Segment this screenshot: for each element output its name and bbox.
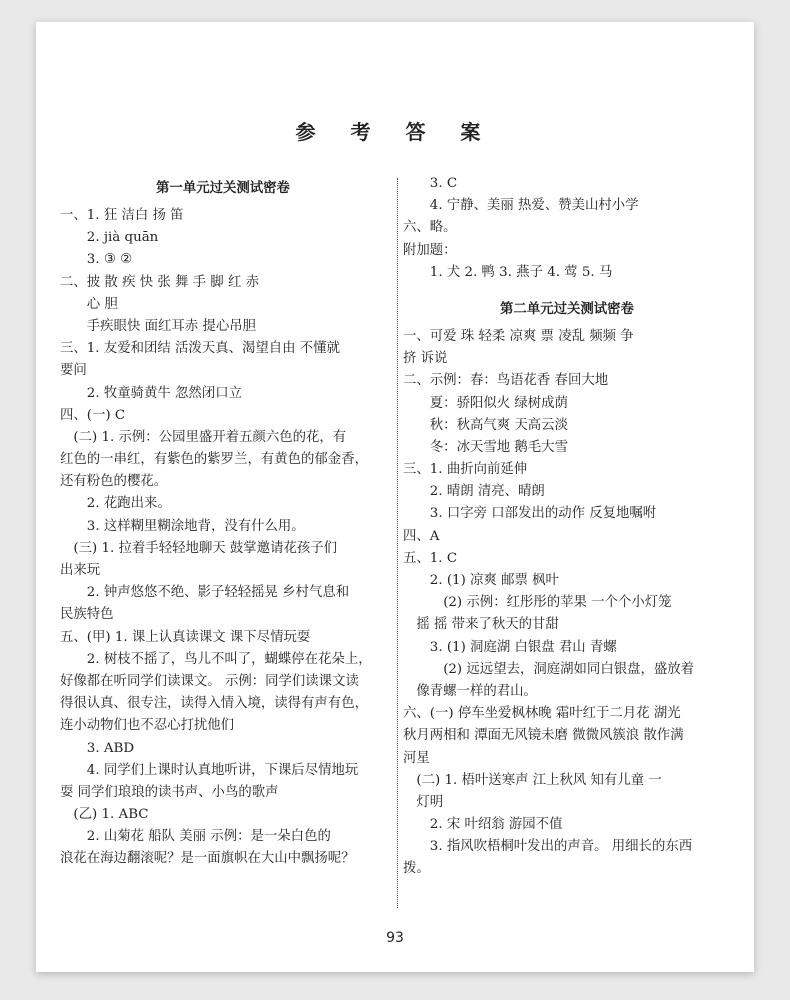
answer-line: 2. (1) 凉爽 邮票 枫叶 xyxy=(429,573,559,588)
answer-line: 4. 宁静、美丽 热爱、赞美山村小学 xyxy=(429,198,639,214)
answer-line: 浪花在海边翻滚呢？是一面旗帜在大山中飘扬呢？ xyxy=(60,851,355,867)
answer-line: 得很认真、很专注，读得入情入境，读得有声有色， xyxy=(60,696,368,712)
answer-line: 六、略。 xyxy=(403,220,457,236)
answer-line: 像青螺一样的君山。 xyxy=(416,683,537,699)
answer-line: 心 胆 xyxy=(86,296,118,312)
answer-line: 好像都在听同学们读课文。 示例：同学们读课文读 xyxy=(60,673,359,689)
answer-line: 民族特色 xyxy=(60,607,114,623)
unit-two-heading: 第二单元过关测试密卷 xyxy=(500,301,634,317)
answer-line: 2. 钟声悠悠不绝、影子轻轻摇晃 乡村气息和 xyxy=(86,585,350,601)
answer-line: (2) 示例：红彤彤的苹果 一个个小灯笼 xyxy=(443,595,672,611)
answer-line: 灯明 xyxy=(416,794,444,810)
answer-line: 2. 树枝不摇了，鸟儿不叫了，蝴蝶停在花朵上， xyxy=(86,651,372,667)
answer-line: 四、(一) C xyxy=(60,407,126,423)
answer-line: 出来玩 xyxy=(60,563,101,578)
answer-line: 手疾眼快 面红耳赤 提心吊胆 xyxy=(86,318,256,334)
answer-line: 三、1. 友爱和团结 活泼天真、渴望自由 不懂就 xyxy=(60,341,340,357)
answer-line: (二) 1. 示例：公园里盛开着五颜六色的花，有 xyxy=(73,429,347,445)
answer-line: (三) 1. 拉着手轻轻地聊天 鼓掌邀请花孩子们 xyxy=(73,540,338,556)
answer-line: 2. 晴朗 清亮、晴朗 xyxy=(429,484,545,500)
answer-line: 冬：冰天雪地 鹅毛大雪 xyxy=(429,439,568,455)
answer-line: 3. 口字旁 口部发出的动作 反复地嘱咐 xyxy=(429,506,657,522)
answer-page xyxy=(36,22,754,972)
answer-line: 3. 指风吹梧桐叶发出的声音。 用细长的东西 xyxy=(429,839,693,855)
answer-line: 一、可爱 珠 轻柔 凉爽 票 凌乱 频频 争 xyxy=(403,328,634,344)
answer-line: 河星 xyxy=(403,750,430,766)
answer-line: 红色的一串红，有紫色的紫罗兰，有黄色的郁金香， xyxy=(60,452,368,468)
answer-line: (2) 远远望去，洞庭湖如同白银盘，盛放着 xyxy=(443,661,695,677)
answer-line: 二、披 散 疾 快 张 舞 手 脚 红 赤 xyxy=(60,274,259,290)
left-column xyxy=(60,173,386,871)
answer-line: 1. 犬 2. 鸭 3. 燕子 4. 莺 5. 马 xyxy=(429,264,613,280)
answer-line: 3. ③ ② xyxy=(86,252,133,268)
answer-line: 拨。 xyxy=(403,861,430,877)
page-number: 93 xyxy=(386,930,404,946)
answer-line: 三、1. 曲折向前延伸 xyxy=(403,462,528,478)
answer-line: 五、(甲) 1. 课上认真读课文 课下尽情玩耍 xyxy=(60,629,311,645)
answer-line: 3. ABD xyxy=(86,740,135,756)
answer-line: 3. (1) 洞庭湖 白银盘 君山 青螺 xyxy=(429,639,617,655)
answer-line: 还有粉色的樱花。 xyxy=(60,474,168,490)
answer-line: 3. 这样糊里糊涂地背，没有什么用。 xyxy=(86,518,305,534)
answer-line: 六、(一) 停车坐爱枫林晚 霜叶红于二月花 湖光 xyxy=(403,706,681,722)
answer-line: 连小动物们也不忍心打扰他们 xyxy=(60,718,235,734)
answer-line: 2. 山菊花 船队 美丽 示例：是一朵白色的 xyxy=(86,829,331,845)
answer-line: 四、A xyxy=(403,528,440,544)
answer-line: 秋：秋高气爽 天高云淡 xyxy=(429,417,568,433)
answer-line: 2. 花跑出来。 xyxy=(86,496,171,512)
answer-line: (二) 1. 梧叶送寒声 江上秋风 知有儿童 一 xyxy=(416,772,662,788)
answer-line: 摇 摇 带来了秋天的甘甜 xyxy=(416,617,559,633)
answer-line: 附加题： xyxy=(403,242,457,258)
answer-line: 五、1. C xyxy=(403,550,458,566)
unit-one-heading: 第一单元过关测试密卷 xyxy=(156,181,290,196)
answer-line: (乙) 1. ABC xyxy=(73,807,149,823)
answer-line: 一、1. 狂 洁白 扬 笛 xyxy=(60,208,184,223)
answer-line: 4. 同学们上课时认真地听讲，下课后尽情地玩 xyxy=(86,762,359,778)
answer-line: 2. jià quān xyxy=(86,230,159,246)
page-title: 参 考 答 案 xyxy=(295,120,495,144)
answer-line: 3. C xyxy=(429,176,458,191)
right-column xyxy=(403,173,731,881)
answer-line: 2. 牧童骑黄牛 忽然闭口立 xyxy=(86,385,242,401)
unit-one-answers-continued xyxy=(403,173,731,284)
unit-one-answers xyxy=(60,205,386,871)
answer-line: 2. 宋 叶绍翁 游园不值 xyxy=(429,817,563,833)
column-divider xyxy=(397,178,398,908)
answer-line: 秋月两相和 潭面无风镜未磨 微微风簇浪 散作满 xyxy=(403,728,684,744)
unit-two-answers xyxy=(403,326,731,881)
answer-line: 耍 同学们琅琅的读书声、小鸟的歌声 xyxy=(60,784,279,800)
answer-line: 夏：骄阳似火 绿树成荫 xyxy=(429,395,568,411)
answer-line: 挤 诉说 xyxy=(403,351,448,367)
answer-line: 二、示例：春：鸟语花香 春回大地 xyxy=(403,373,609,389)
answer-line: 要问 xyxy=(60,363,87,379)
